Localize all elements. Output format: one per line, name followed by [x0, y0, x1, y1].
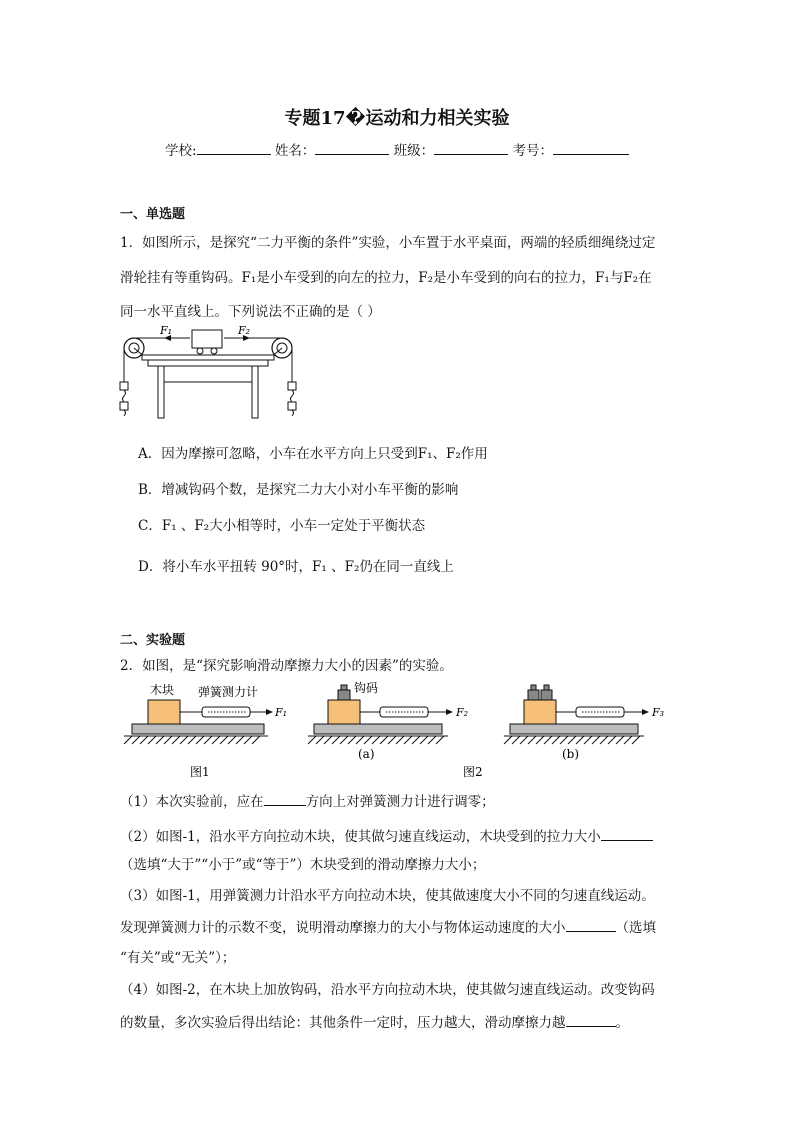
q2-part2-blank[interactable] [601, 827, 653, 841]
fig1-f1-label: F₁ [275, 706, 288, 719]
friction-experiment-figure [118, 680, 678, 780]
q2-part4-blank[interactable] [566, 1013, 616, 1027]
q2-part3-cont [120, 916, 656, 936]
q2-part4-cont [120, 1011, 629, 1031]
class-blank[interactable] [434, 140, 508, 155]
q2-part4-text-c: 。 [615, 1015, 629, 1031]
page-title: 专题17�运动和力相关实验 [284, 108, 510, 129]
q2-part1 [120, 790, 495, 810]
q2-part2-cont: （选填“大于”“小于”或“等于”）木块受到的滑动摩擦力大小； [120, 857, 486, 873]
fig2a-caption: (a) [358, 747, 375, 761]
q2-part3-blank[interactable] [566, 918, 616, 932]
q1-line-3: 同一水平直线上。下列说法不正确的是（ ） [120, 304, 381, 320]
q2-part3-text-b: 发现弹簧测力计的示数不变，说明滑动摩擦力的大小与物体运动速度的大小 [120, 920, 566, 936]
weight-label: 钩码 [354, 681, 379, 695]
f1-label: F₁ [160, 324, 173, 337]
q2-part1-text-a: （1）本次实验前，应在 [120, 794, 264, 810]
exam-no-label: 考号： [512, 143, 553, 159]
q1-option-b[interactable]: B．增减钩码个数，是探究二力大小对小车平衡的影响 [138, 482, 459, 498]
q2-intro: 2．如图，是“探究影响滑动摩擦力大小的因素”的实验。 [120, 658, 453, 674]
section-heading-experiment: 二、实验题 [120, 633, 186, 648]
fig2b-caption: (b) [562, 747, 580, 761]
school-blank[interactable] [197, 140, 271, 155]
q2-part3: （3）如图-1，用弹簧测力计沿水平方向拉动木块，使其做速度大小不同的匀速直线运动。 [120, 888, 655, 904]
q2-part4: （4）如图-2，在木块上加放钩码，沿水平方向拉动木块，使其做匀速直线运动。改变钩码 [120, 982, 655, 998]
q2-part1-blank[interactable] [264, 792, 306, 806]
q2-part3-end: “有关”或“无关”）； [120, 950, 236, 966]
q2-part4-text-b: 的数量，多次实验后得出结论：其他条件一定时，压力越大，滑动摩擦力越 [120, 1015, 566, 1031]
q2-part3-text-c: （选填 [615, 920, 656, 936]
fig2a-f2-label: F₂ [456, 706, 469, 719]
name-label: 姓名： [274, 143, 316, 159]
exam-no-blank[interactable] [553, 140, 629, 155]
student-info-line [0, 139, 794, 159]
q1-line-1: 1．如图所示，是探究“二力平衡的条件”实验，小车置于水平桌面，两端的轻质细绳绕过定 [120, 235, 656, 251]
q2-part2-text-a: （2）如图-1，沿水平方向拉动木块，使其做匀速直线运动，木块受到的拉力大小 [120, 829, 601, 845]
fig1-caption: 图1 [190, 765, 210, 779]
fig2b-f3-label: F₃ [652, 706, 665, 719]
q2-part1-text-b: 方向上对弹簧测力计进行调零； [305, 794, 495, 810]
block-label: 木块 [150, 683, 175, 697]
q1-option-d[interactable]: D．将小车水平扭转 90°时，F₁ 、F₂仍在同一直线上 [138, 559, 454, 575]
name-blank[interactable] [315, 140, 389, 155]
balance-apparatus-figure [118, 322, 300, 422]
f2-label: F₂ [238, 324, 251, 337]
section-heading-single-choice: 一、单选题 [120, 207, 186, 222]
q1-option-c[interactable]: C．F₁ 、F₂大小相等时，小车一定处于平衡状态 [138, 518, 426, 534]
q2-part2 [120, 825, 653, 845]
q1-option-a[interactable]: A．因为摩擦可忽略，小车在水平方向上只受到F₁、F₂作用 [138, 446, 488, 462]
fig2-caption: 图2 [463, 765, 483, 779]
school-label: 学校: [165, 143, 197, 159]
scale-label: 弹簧测力计 [198, 685, 259, 699]
q1-line-2: 滑轮挂有等重钩码。F₁是小车受到的向左的拉力，F₂是小车受到的向右的拉力，F₁与F₂在 [120, 270, 652, 286]
class-label: 班级： [393, 143, 435, 159]
